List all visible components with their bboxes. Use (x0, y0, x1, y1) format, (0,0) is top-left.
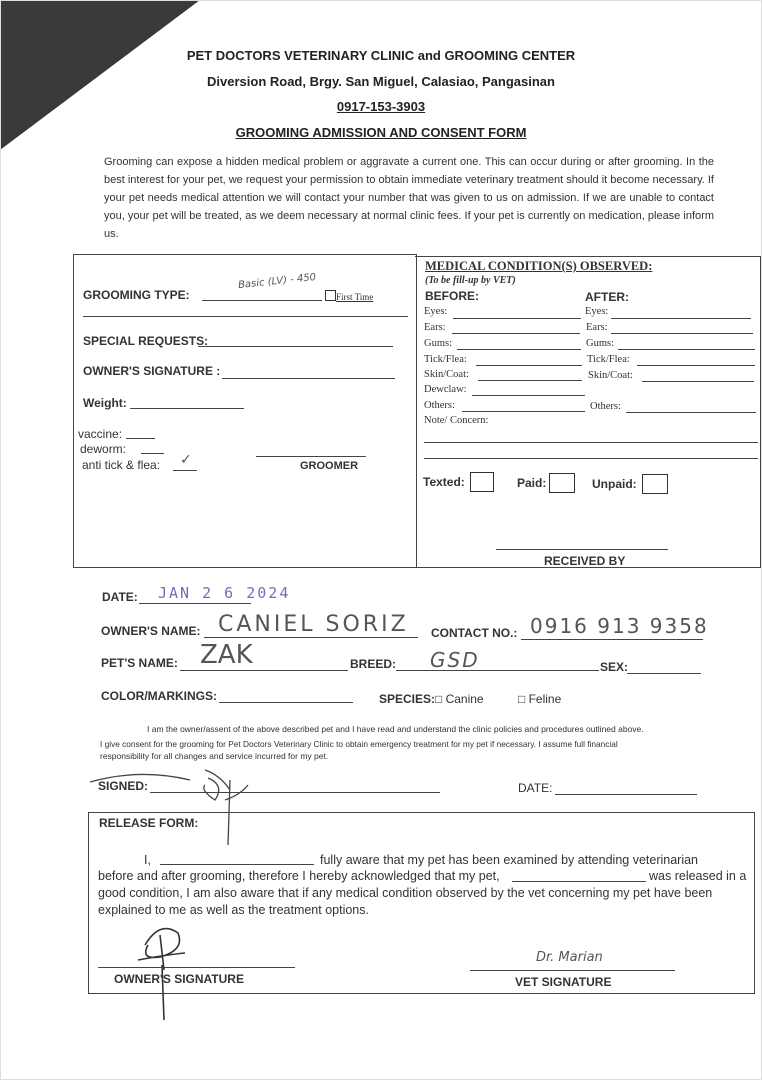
after-tick: Tick/Flea: (587, 354, 630, 365)
before-tick-line[interactable] (476, 365, 582, 366)
texted-checkbox[interactable] (470, 472, 494, 492)
color-line[interactable] (219, 702, 353, 703)
date-label: DATE: (102, 590, 138, 604)
after-eyes: Eyes: (585, 306, 609, 317)
date-stamp: JAN 2 6 2024 (158, 584, 291, 602)
groomer-label: GROOMER (300, 460, 359, 472)
owner-signature-line[interactable] (222, 378, 395, 379)
before-dewclaw-line[interactable] (472, 395, 585, 396)
clinic-name: PET DOCTORS VETERINARY CLINIC and GROOMING CENTER (186, 48, 576, 63)
after-label: AFTER: (585, 290, 629, 304)
after-others: Others: (590, 401, 621, 412)
unpaid-label: Unpaid: (592, 477, 637, 491)
before-skin: Skin/Coat: (424, 369, 469, 380)
form-title (0, 125, 762, 140)
sex-line[interactable] (627, 673, 701, 674)
signed-label: SIGNED: (98, 779, 149, 793)
release-line2-a: before and after grooming, therefore I hereby acknowledged that my pet, (98, 869, 500, 883)
after-skin-line[interactable] (642, 381, 754, 382)
sex-label: SEX: (600, 660, 629, 674)
after-ears: Ears: (586, 322, 608, 333)
after-gums-line[interactable] (618, 349, 755, 350)
form-title-text: GROOMING ADMISSION AND CONSENT FORM (235, 125, 527, 140)
consent-line-3: responsibility for all changes and service incurred for my pet. (100, 751, 329, 761)
clinic-phone-text: 0917-153-3903 (336, 99, 426, 114)
before-ears: Ears: (424, 322, 446, 333)
grooming-type-label: GROOMING TYPE: (83, 288, 190, 302)
species-label: SPECIES: (379, 692, 436, 706)
before-gums-line[interactable] (457, 349, 581, 350)
grooming-type-line-2[interactable] (83, 316, 408, 317)
breed-line[interactable] (396, 670, 599, 671)
owner-name-line[interactable] (204, 637, 418, 638)
clinic-address: Diversion Road, Brgy. San Miguel, Calasiao, Pangasinan (207, 74, 555, 89)
contact-label: CONTACT NO.: (431, 626, 518, 640)
contact-line[interactable] (521, 639, 703, 640)
special-requests-line[interactable] (198, 346, 393, 347)
release-line3: good condition, I am also aware that if any medical condition observed by the vet concerning my pet have been (98, 886, 713, 900)
medical-subtitle: (To be fill-up by VET) (425, 275, 516, 286)
before-eyes-line[interactable] (453, 318, 581, 319)
pet-name-label: PET'S NAME: (101, 656, 178, 670)
release-owner-signature-scribble (130, 915, 200, 1025)
after-tick-line[interactable] (637, 365, 755, 366)
release-name-line[interactable] (160, 864, 314, 865)
after-ears-line[interactable] (611, 333, 753, 334)
received-by-line[interactable] (496, 549, 668, 550)
special-requests-label: SPECIAL REQUESTS: (83, 334, 209, 348)
owner-name-label: OWNER'S NAME: (101, 624, 201, 638)
intro-paragraph: Grooming can expose a hidden medical problem or aggravate a current one. This can occur during or after grooming. In the best interest for your pet, we request your permission to obtain immediate veterinary treatment should it become necessary. If your pet needs medical attention we will contact your number that was given to us on admission. If we are unable to contact you, your pet will be treated, as we deem necessary at normal clinic fees. If your pet is currently on medication, please inform us. (104, 156, 714, 240)
before-others: Others: (424, 400, 455, 411)
before-skin-line[interactable] (478, 380, 582, 381)
before-gums: Gums: (424, 338, 453, 349)
first-time-label (336, 292, 373, 302)
after-gums: Gums: (586, 338, 615, 349)
before-others-line[interactable] (462, 411, 585, 412)
date-line[interactable] (139, 603, 251, 604)
consent-line-2: I give consent for the grooming for Pet Doctors Veterinary Clinic to obtain emergency treatment for my pet if necessary. I assume full financial (100, 739, 618, 749)
first-time-checkbox[interactable] (325, 290, 336, 301)
vaccine-label: vaccine: (78, 427, 123, 441)
paid-label: Paid: (517, 476, 547, 490)
weight-label: Weight: (83, 396, 127, 410)
before-dewclaw: Dewclaw: (424, 384, 467, 395)
release-line1-a: I, (144, 853, 151, 867)
before-label: BEFORE: (425, 289, 479, 303)
color-label: COLOR/MARKINGS: (101, 689, 217, 703)
anti-tick-line[interactable] (173, 470, 197, 471)
owner-sig-line[interactable] (98, 967, 295, 968)
date2-line[interactable] (555, 794, 697, 795)
first-time-text: First Time (336, 292, 374, 302)
owner-signature-label: OWNER'S SIGNATURE : (83, 364, 221, 378)
before-ears-line[interactable] (452, 333, 580, 334)
after-others-line[interactable] (626, 412, 756, 413)
release-line2-b: was released in a (649, 869, 747, 883)
weight-line[interactable] (130, 408, 244, 409)
note-label: Note/ Concern: (424, 415, 489, 426)
after-skin: Skin/Coat: (588, 370, 633, 381)
vet-sig-line[interactable] (470, 970, 675, 971)
deworm-line[interactable] (141, 453, 164, 454)
breed-value: GSD (430, 648, 480, 672)
release-pet-line[interactable] (512, 881, 646, 882)
deworm-label: deworm: (80, 442, 127, 456)
vaccine-line[interactable] (126, 438, 155, 439)
breed-label: BREED: (350, 657, 397, 671)
received-by-label: RECEIVED BY (544, 554, 626, 568)
vet-sig-value: Dr. Marian (536, 950, 603, 965)
contact-value: 0916 913 9358 (530, 614, 709, 638)
after-eyes-line[interactable] (611, 318, 751, 319)
groomer-line[interactable] (256, 456, 366, 457)
grooming-type-value: Basic (LV) - 450 (237, 271, 317, 292)
vet-sig-label: VET SIGNATURE (515, 975, 612, 989)
release-line1-b: fully aware that my pet has been examined by attending veterinarian (320, 853, 699, 867)
note-line-2[interactable] (424, 458, 758, 459)
consent-line-1: I am the owner/assent of the above described pet and I have read and understand the clinic policies and procedures outlined above. (147, 724, 644, 734)
date2-label: DATE: (518, 781, 553, 795)
clinic-phone (0, 99, 762, 114)
owner-name-value: CANIEL SORIZ (218, 612, 409, 637)
feline-option[interactable]: □ Feline (518, 692, 562, 706)
medical-title: MEDICAL CONDITION(S) OBSERVED: (425, 259, 653, 273)
pet-name-value: ZAK (200, 640, 253, 670)
pet-name-line[interactable] (180, 670, 348, 671)
before-tick: Tick/Flea: (424, 354, 467, 365)
canine-option[interactable]: □ Canine (435, 692, 484, 706)
owner-sig-label: OWNER'S SIGNATURE (114, 972, 244, 986)
note-line-1[interactable] (424, 442, 758, 443)
grooming-type-line[interactable] (202, 300, 322, 301)
unpaid-checkbox[interactable] (642, 474, 668, 494)
anti-tick-label: anti tick & flea: (82, 458, 161, 472)
release-title: RELEASE FORM: (99, 816, 199, 830)
anti-tick-check: ✓ (180, 452, 192, 468)
release-line4: explained to me as well as the treatment options. (98, 903, 369, 917)
before-eyes: Eyes: (424, 306, 448, 317)
texted-label: Texted: (423, 475, 465, 489)
paid-checkbox[interactable] (549, 473, 575, 493)
